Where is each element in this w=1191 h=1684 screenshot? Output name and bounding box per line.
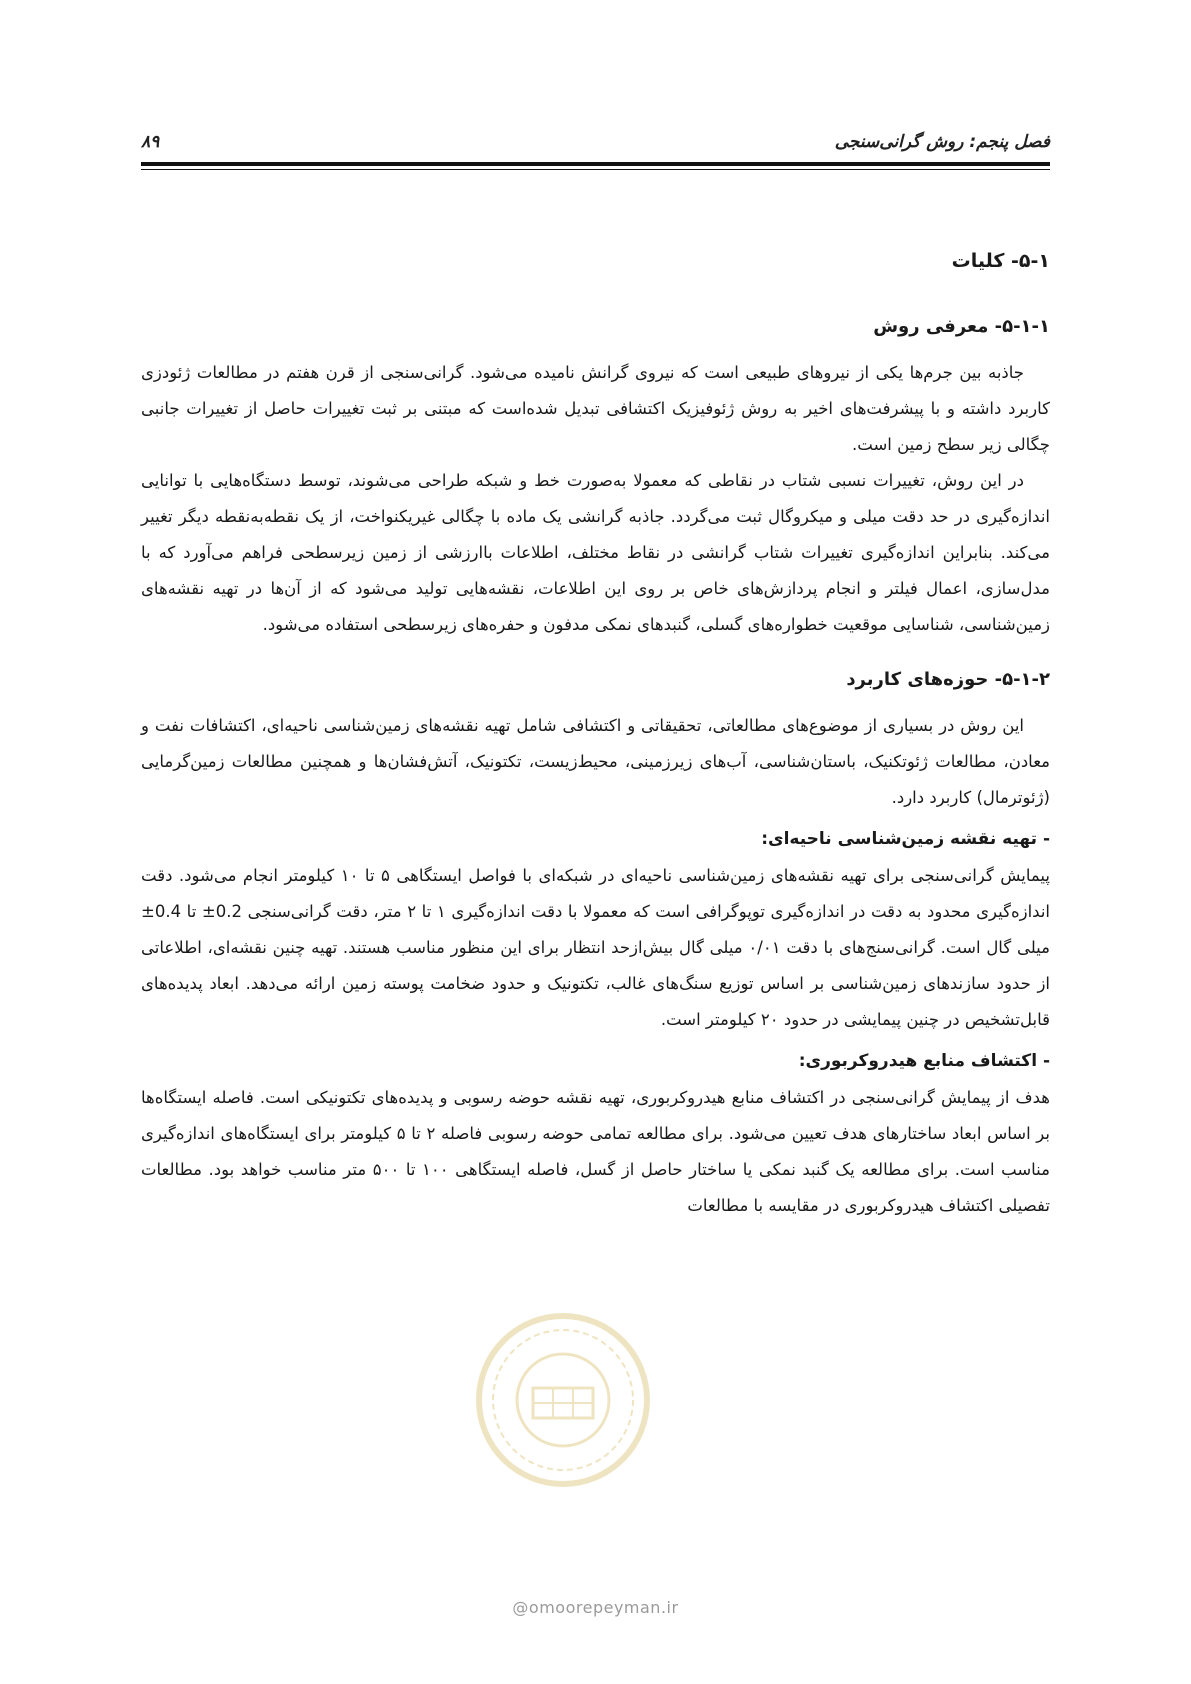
subsection-title-applications: ۵-۱-۲- حوزه‌های کاربرد: [846, 669, 1050, 690]
paragraph-method-intro-1: جاذبه بین جرم‌ها یکی از نیروهای طبیعی است که نیروی گرانش نامیده می‌شود. گرانی‌سنجی از قرن هفتم در مطالعات ژئودزی کاربرد داشته و با پیشرفت‌های اخیر به روش ژئوفیزیک اکتشافی تبدیل شده‌است که مبتنی بر ثبت تغییرات حاصل از تغییرات جانبی چگالی زیر سطح زمین است.: [141, 363, 1050, 454]
header-rule-thin: [141, 169, 1050, 170]
watermark-seal-icon: [473, 1310, 653, 1490]
chapter-title: فصل پنجم: روش گرانی‌سنجی: [834, 132, 1050, 152]
paragraph-hydrocarbon: هدف از پیمایش گرانی‌سنجی در اکتشاف منابع هیدروکربوری، تهیه نقشه حوضه رسوبی و پدیده‌های تکتونیکی است. فاصله ایستگاه‌ها بر اساس ابعاد ساختارهای هدف تعیین می‌شود. برای مطالعه تمامی حوضه رسوبی فاصله ۲ تا ۵ کیلومتر برای ایستگاه‌های اندازه‌گیری مناسب است. برای مطالعه یک گنبد نمکی یا ساختار حاصل از گسل، فاصله ایستگاهی ۱۰۰ تا ۵۰۰ متر مناسب خواهد بود. مطالعات تفصیلی اکتشاف هیدروکربوری در مقایسه با مطالعات: [141, 1088, 1050, 1215]
page-header: [141, 126, 1050, 166]
subsection-title-method-intro: ۵-۱-۱- معرفی روش: [873, 316, 1050, 337]
paragraph-applications: این روش در بسیاری از موضوع‌های مطالعاتی، تحقیقاتی و اکتشافی شامل تهیه نقشه‌های زمین‌شناسی ناحیه‌ای، اکتشافات نفت و معادن، مطالعات ژئوتکنیک، باستان‌شناسی، آب‌های زیرزمینی، محیط‌زیست، تکتونیک، آتش‌فشان‌ها و همچنین مطالعات زمین‌گرمایی (ژئوترمال) کاربرد دارد.: [141, 716, 1050, 807]
paragraph-regional-mapping: پیمایش گرانی‌سنجی برای تهیه نقشه‌های زمین‌شناسی ناحیه‌ای در شبکه‌ای با فواصل ایستگاهی ۵ تا ۱۰ کیلومتر انجام می‌شود. دقت اندازه‌گیری محدود به دقت در اندازه‌گیری توپوگرافی است که معمولا با دقت اندازه‌گیری ۱ تا ۲ متر، دقت گرانی‌سنجی 0.2± تا 0.4± میلی گال است. گرانی‌سنج‌های با دقت ۰/۰۱ میلی گال بیش‌ازحد انتظار برای این منظور مناسب هستند. تهیه چنین نقشه‌ای، اطلاعاتی از حدود سازندهای زمین‌شناسی بر اساس توزیع سنگ‌های غالب، تکتونیک و حدود ضخامت پوسته زمین ارائه می‌دهد. ابعاد پدیده‌های قابل‌تشخیص در چنین پیمایشی در حدود ۲۰ کیلومتر است.: [141, 866, 1051, 1029]
paragraph-method-intro-2: در این روش، تغییرات نسبی شتاب در نقاطی که معمولا به‌صورت خط و شبکه طراحی می‌شوند، توسط دستگاه‌هایی با توانایی اندازه‌گیری در حد دقت میلی و میکروگال ثبت می‌گردد. جاذبه گرانشی یک ماده با چگالی غیریکنواخت، از یک نقطه‌به‌نقطه دیگر تغییر می‌کند. بنابراین اندازه‌گیری تغییرات شتاب گرانشی در نقاط مختلف، اطلاعات باارزشی از زمین زیرسطحی فراهم می‌آورد که با مدل‌سازی، اعمال فیلتر و انجام پردازش‌های خاص بر روی این اطلاعات، نقشه‌هایی تولید می‌شود که از آن‌ها در تهیه نقشه‌های زمین‌شناسی، شناسایی موقعیت خطواره‌های گسلی، گنبدهای نمکی مدفون و حفره‌های زیرسطحی استفاده می‌شود.: [141, 471, 1050, 634]
section-title-general: ۵-۱- کلیات: [951, 250, 1050, 272]
page-number: ۸۹: [141, 132, 160, 152]
bullet-title-regional-mapping: - تهیه نقشه زمین‌شناسی ناحیه‌ای:: [761, 829, 1050, 849]
header-rule-thick: [141, 162, 1050, 166]
bullet-title-hydrocarbon: - اکتشاف منابع هیدروکربوری:: [798, 1051, 1050, 1071]
document-body: [141, 250, 1050, 1224]
watermark-text: @omoorepeyman.ir: [512, 1598, 679, 1617]
